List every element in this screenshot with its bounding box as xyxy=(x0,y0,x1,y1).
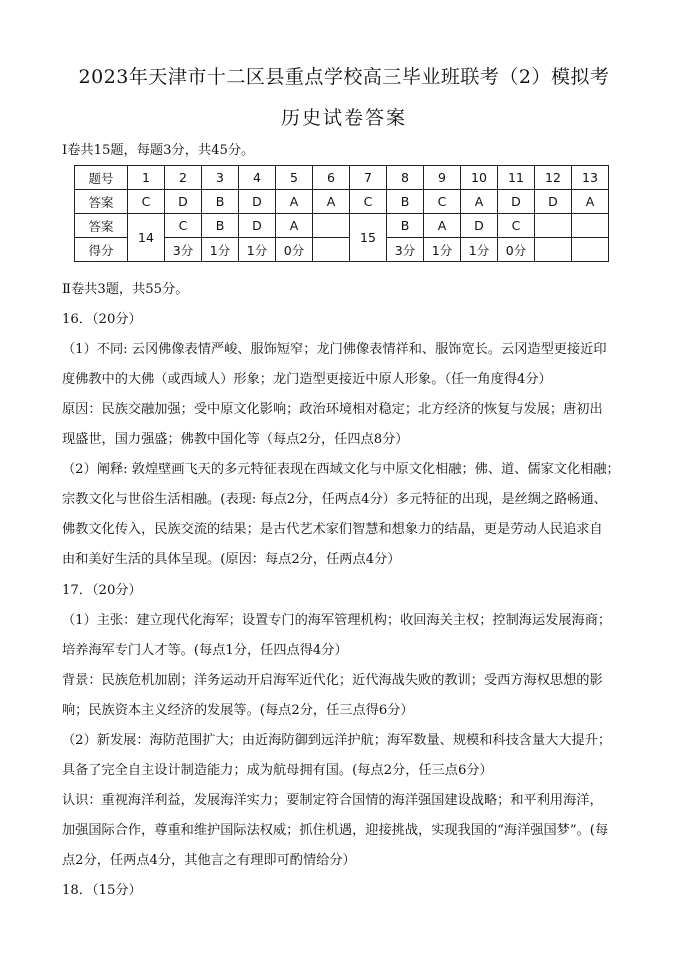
table-cell: 10 xyxy=(461,166,498,190)
table-cell: 11 xyxy=(498,166,535,190)
table-cell: 2 xyxy=(165,166,202,190)
table-cell: 1分 xyxy=(239,238,276,262)
table-cell: C xyxy=(165,214,202,238)
table-cell: 1分 xyxy=(202,238,239,262)
table-cell: A xyxy=(424,214,461,238)
table-cell: D xyxy=(535,190,572,214)
table-cell: C xyxy=(424,190,461,214)
table-cell: 6 xyxy=(313,166,350,190)
table-cell: 1 xyxy=(128,166,165,190)
table-cell xyxy=(572,214,609,238)
table-cell xyxy=(535,214,572,238)
table-cell xyxy=(313,214,350,238)
row-label: 答案 xyxy=(75,190,128,214)
table-cell: A xyxy=(313,190,350,214)
table-cell: 3分 xyxy=(165,238,202,262)
table-row xyxy=(75,166,609,190)
answer-text-line: 点2分，任两点4分，其他言之有理即可酌情给分） xyxy=(62,853,356,868)
part1-note: Ⅰ卷共15题，每题3分，共45分。 xyxy=(62,143,255,158)
table-cell: 0分 xyxy=(498,238,535,262)
table-cell: D xyxy=(239,190,276,214)
table-cell: 13 xyxy=(572,166,609,190)
row-label: 题号 xyxy=(75,166,128,190)
answer-text-line: 具备了完全自主设计制造能力；成为航母拥有国。(每点2分，任三点6分） xyxy=(62,763,493,778)
answer-text-line: 宗教文化与世俗生活相融。(表现: 每点2分，任两点4分）多元特征的出现，是丝绸之路畅通、 xyxy=(62,492,607,507)
table-cell: A xyxy=(461,190,498,214)
question-heading-16: 16．（20分） xyxy=(62,312,142,327)
part2-note: Ⅱ卷共3题，共55分。 xyxy=(62,282,189,297)
answer-text-line: 度佛教中的大佛（或西域人）形象；龙门造型更接近中原人形象。（任一角度得4分） xyxy=(62,372,552,387)
answer-text-line: 背景：民族危机加剧；洋务运动开启海军近代化；近代海战失败的教训；受西方海权思想的影 xyxy=(62,673,603,688)
table-cell: 7 xyxy=(350,166,387,190)
table-cell: 3 xyxy=(202,166,239,190)
table-cell xyxy=(572,238,609,262)
answer-text-line: （2）新发展：海防范围扩大；由近海防御到远洋护航；海军数量、规模和科技含量大大提升； xyxy=(62,733,612,748)
answer-text-line: 佛教文化传入，民族交流的结果；是古代艺术家们智慧和想象力的结晶，更是劳动人民追求自 xyxy=(62,522,603,537)
table-cell: D xyxy=(165,190,202,214)
answer-text-line: 培养海军专门人才等。(每点1分，任四点得4分） xyxy=(62,643,348,658)
answer-text-line: 响；民族资本主义经济的发展等。(每点2分，任三点得6分） xyxy=(62,703,414,718)
answer-text-line: （1）不同: 云冈佛像表情严峻、服饰短窄；龙门佛像表情祥和、服饰宽长。云冈造型更接近印 xyxy=(62,342,607,357)
table-row xyxy=(75,214,609,238)
table-cell: 1分 xyxy=(461,238,498,262)
answer-text-line: 加强国际合作，尊重和维护国际法权威；抓住机遇，迎接挑战，实现我国的“海洋强国梦”。(每 xyxy=(62,823,609,838)
table-cell: D xyxy=(498,190,535,214)
table-cell: B xyxy=(387,190,424,214)
table-cell: 4 xyxy=(239,166,276,190)
answer-text-line: （2）阐释: 敦煌壁画飞天的多元特征表现在西域文化与中原文化相融；佛、道、儒家文化相融； xyxy=(62,462,620,477)
row-label: 答案 xyxy=(75,214,128,238)
table-cell: 12 xyxy=(535,166,572,190)
table-cell: 8 xyxy=(387,166,424,190)
table-cell: D xyxy=(461,214,498,238)
answer-text-line: 原因：民族交融加强；受中原文化影响；政治环境相对稳定；北方经济的恢复与发展；唐初出 xyxy=(62,402,603,417)
table-cell: C xyxy=(128,190,165,214)
table-row xyxy=(75,190,609,214)
table-cell: C xyxy=(498,214,535,238)
table-cell: A xyxy=(276,214,313,238)
question-number-14: 14 xyxy=(128,214,165,262)
table-cell: B xyxy=(387,214,424,238)
table-cell: 3分 xyxy=(387,238,424,262)
document-title: 2023年天津市十二区县重点学校高三毕业班联考（2）模拟考 xyxy=(78,66,610,88)
document-subtitle: 历史试卷答案 xyxy=(280,107,407,129)
table-cell: 0分 xyxy=(276,238,313,262)
question-heading-18: 18．（15分） xyxy=(62,883,142,898)
table-cell: 5 xyxy=(276,166,313,190)
answer-text-line: （1）主张：建立现代化海军；设置专门的海军管理机构；收回海关主权；控制海运发展海商； xyxy=(62,613,612,628)
answer-text-line: 由和美好生活的具体呈现。(原因：每点2分，任两点4分） xyxy=(62,552,401,567)
table-cell: B xyxy=(202,190,239,214)
row-label: 得分 xyxy=(75,238,128,262)
table-cell: B xyxy=(202,214,239,238)
table-cell: 1分 xyxy=(424,238,461,262)
answer-text-line: 现盛世，国力强盛；佛教中国化等（每点2分，任四点8分） xyxy=(62,432,409,447)
table-cell: C xyxy=(350,190,387,214)
answer-text-line: 认识：重视海洋利益，发展海洋实力；要制定符合国情的海洋强国建设战略；和平利用海洋， xyxy=(62,793,603,808)
table-cell: A xyxy=(572,190,609,214)
table-cell xyxy=(535,238,572,262)
table-cell: D xyxy=(239,214,276,238)
question-number-15: 15 xyxy=(350,214,387,262)
table-cell: 9 xyxy=(424,166,461,190)
table-cell xyxy=(313,238,350,262)
table-cell: A xyxy=(276,190,313,214)
answer-table xyxy=(74,165,609,262)
question-heading-17: 17．（20分） xyxy=(62,583,142,598)
